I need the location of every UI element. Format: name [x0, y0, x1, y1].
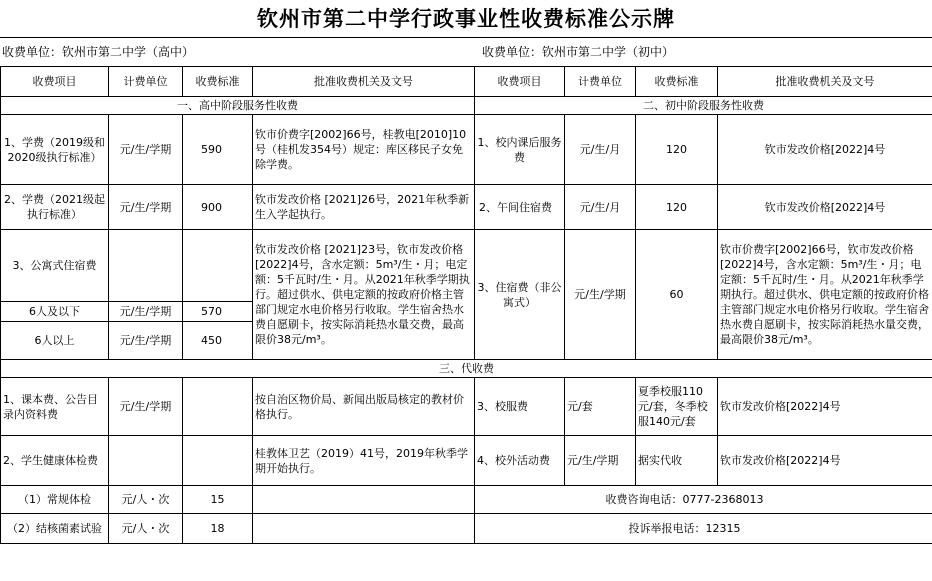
high-dorm-item: 3、公寓式住宿费: [1, 230, 109, 302]
agency-tb-unit: 元/人・次: [109, 514, 183, 544]
agency-activity-value: 据实代收: [636, 436, 718, 486]
section-agency: 三、代收费: [1, 360, 932, 378]
blank-cell: [253, 486, 475, 514]
high-dorm-doc: 钦市发改价格 [2021]23号，钦市发改价格[2022]4号，含水定额：5m³/生・月；电定额：5千瓦时/生・月。从2021年秋季学期执行。超过供水、供电定额的按政府价格主管部门规定水电价格另行收取。学生宿舍热水费自愿刷卡，按实际消耗热水量交费，最高限价38元/m³。: [253, 230, 475, 360]
blank-cell: [109, 230, 183, 302]
section-middle: 二、初中阶段服务性收费: [475, 97, 932, 115]
table-row: [1, 378, 932, 436]
header-standard: 收费标准: [636, 67, 718, 97]
middle-lunch-item: 2、午间住宿费: [475, 185, 565, 230]
agency-uniform-item: 3、校服费: [475, 378, 565, 436]
middle-dorm-doc: 钦市价费字[2002]66号，钦市发改价格[2022]4号，含水定额：5m³/生・月；电定额：5千瓦时/生・月。从2021年秋季学期执行。超过供水、供电定额的按政府价格主管部门规定水电价格另行收取。学生宿舍热水费自愿刷卡，按实际消耗热水量交费，最高限价38元/m³。: [718, 230, 932, 360]
middle-dorm-item: 3、住宿费（非公寓式）: [475, 230, 565, 360]
section-row: [1, 360, 932, 378]
agency-uniform-unit: 元/套: [565, 378, 636, 436]
header-authority: 批准收费机关及文号: [253, 67, 475, 97]
blank-cell: [109, 436, 183, 486]
agency-health-doc: 桂教体卫艺（2019）41号，2019年秋季学期开始执行。: [253, 436, 475, 486]
header-unit: 计费单位: [109, 67, 183, 97]
complaint-phone: 投诉举报电话：12315: [475, 514, 932, 544]
high-tuition-2021-value: 900: [183, 185, 253, 230]
table-row: [1, 486, 932, 514]
agency-activity-unit: 元/生/学期: [565, 436, 636, 486]
high-dorm-large-value: 450: [183, 322, 253, 360]
high-tuition-2021-unit: 元/生/学期: [109, 185, 183, 230]
left-charging-unit: 收费单位：钦州市第二中学（高中）: [2, 45, 195, 59]
high-dorm-small-unit: 元/生/学期: [109, 302, 183, 322]
page-title: 钦州市第二中学行政事业性收费标准公示牌: [0, 0, 932, 38]
middle-afterschool-value: 120: [636, 115, 718, 185]
middle-lunch-doc: 钦市发改价格[2022]4号: [718, 185, 932, 230]
table-row: [1, 115, 932, 185]
middle-lunch-value: 120: [636, 185, 718, 230]
agency-tb-value: 18: [183, 514, 253, 544]
header-row: [1, 67, 932, 97]
table-row: [1, 514, 932, 544]
agency-tb-item: （2）结核菌素试验: [1, 514, 109, 544]
header-unit: 计费单位: [565, 67, 636, 97]
high-tuition-2019-unit: 元/生/学期: [109, 115, 183, 185]
header-item: 收费项目: [1, 67, 109, 97]
agency-routine-value: 15: [183, 486, 253, 514]
consult-phone: 收费咨询电话：0777-2368013: [475, 486, 932, 514]
table-row: [1, 436, 932, 486]
section-high: 一、高中阶段服务性收费: [1, 97, 475, 115]
middle-afterschool-unit: 元/生/月: [565, 115, 636, 185]
high-tuition-2019-doc: 钦市价费字[2002]66号，桂教电[2010]10号（桂机发354号）规定：库区移民子女免除学费。: [253, 115, 475, 185]
blank-cell: [183, 230, 253, 302]
fee-table: [0, 66, 932, 544]
high-dorm-small-item: 6人及以下: [1, 302, 109, 322]
high-dorm-small-value: 570: [183, 302, 253, 322]
middle-dorm-unit: 元/生/学期: [565, 230, 636, 360]
table-row: [1, 230, 932, 302]
section-row: [1, 97, 932, 115]
middle-afterschool-item: 1、校内课后服务费: [475, 115, 565, 185]
high-tuition-2019-item: 1、学费（2019级和2020级执行标准）: [1, 115, 109, 185]
agency-books-item: 1、课本费、公告目录内资料费: [1, 378, 109, 436]
high-tuition-2019-value: 590: [183, 115, 253, 185]
agency-activity-item: 4、校外活动费: [475, 436, 565, 486]
blank-cell: [183, 436, 253, 486]
agency-uniform-doc: 钦市发改价格[2022]4号: [718, 378, 932, 436]
middle-lunch-unit: 元/生/月: [565, 185, 636, 230]
middle-afterschool-doc: 钦市发改价格[2022]4号: [718, 115, 932, 185]
high-tuition-2021-item: 2、学费（2021级起执行标准）: [1, 185, 109, 230]
agency-routine-item: （1）常规体检: [1, 486, 109, 514]
table-row: [1, 185, 932, 230]
agency-health-item: 2、学生健康体检费: [1, 436, 109, 486]
header-item: 收费项目: [475, 67, 565, 97]
right-charging-unit: 收费单位：钦州市第二中学（初中）: [482, 45, 675, 59]
middle-dorm-value: 60: [636, 230, 718, 360]
header-standard: 收费标准: [183, 67, 253, 97]
blank-cell: [253, 514, 475, 544]
high-dorm-large-item: 6人以上: [1, 322, 109, 360]
agency-uniform-value: 夏季校服110元/套，冬季校服140元/套: [636, 378, 718, 436]
high-dorm-large-unit: 元/生/学期: [109, 322, 183, 360]
agency-books-unit: 元/生/学期: [109, 378, 183, 436]
agency-activity-doc: 钦市发改价格[2022]4号: [718, 436, 932, 486]
blank-cell: [183, 378, 253, 436]
header-authority: 批准收费机关及文号: [718, 67, 932, 97]
agency-routine-unit: 元/人・次: [109, 486, 183, 514]
agency-books-doc: 按自治区物价局、新闻出版局核定的教材价格执行。: [253, 378, 475, 436]
high-tuition-2021-doc: 钦市发改价格 [2021]26号，2021年秋季新生入学起执行。: [253, 185, 475, 230]
